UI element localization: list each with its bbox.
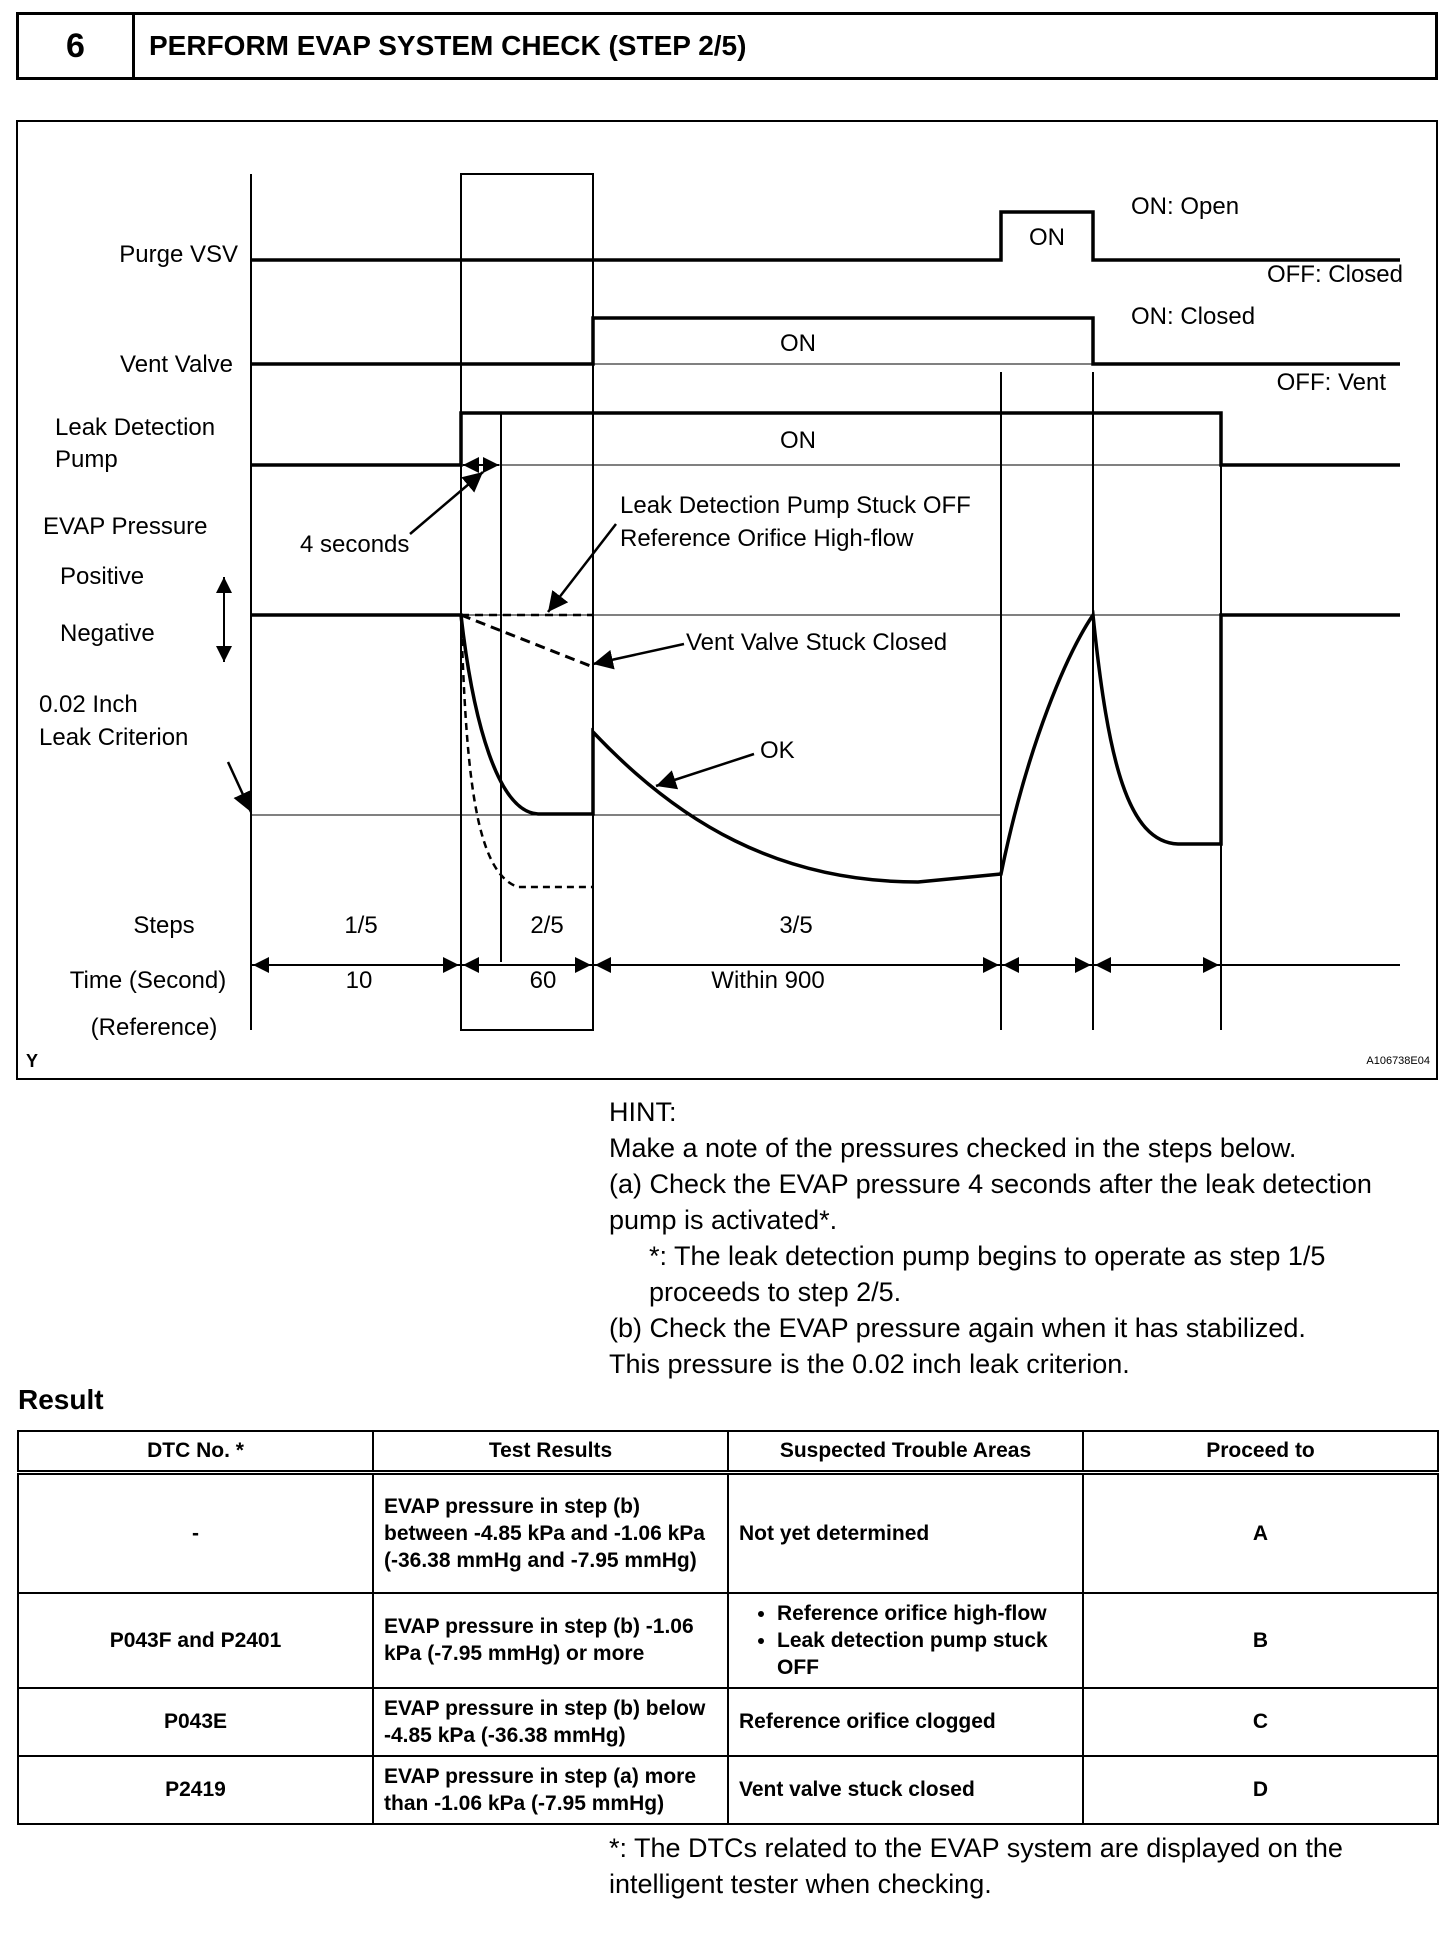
step-number: 6 (19, 15, 135, 77)
header-dtc: DTC No. * (18, 1431, 373, 1473)
test-cell: EVAP pressure in step (b) between -4.85 kPa and -1.06 kPa (-36.38 mmHg and -7.95 mmHg) (373, 1473, 728, 1593)
stuck-off-pointer (548, 524, 616, 612)
hint-line-5: This pressure is the 0.02 inch leak criterion. (609, 1349, 1130, 1379)
annot-on-closed: ON: Closed (1131, 303, 1256, 330)
area-item: • Reference orifice high-flow (777, 1600, 1072, 1627)
annot-off-closed: OFF: Closed (1266, 261, 1403, 288)
annot-stuck-off-2: Reference Orifice High-flow (620, 525, 914, 552)
label-negative: Negative (60, 620, 155, 647)
timing-diagram (16, 120, 1438, 1080)
proceed-cell: A (1083, 1473, 1438, 1593)
annot-pump-on: ON (780, 427, 816, 454)
table-header-row (18, 1431, 1438, 1473)
hint-title: HINT: (609, 1097, 677, 1127)
corner-letter: Y (26, 1051, 39, 1071)
test-cell: EVAP pressure in step (a) more than -1.06 kPa (-7.95 mmHg) (373, 1756, 728, 1824)
label-steps: Steps (133, 912, 195, 939)
hint-line-4: (b) Check the EVAP pressure again when it has stabilized. (609, 1313, 1306, 1343)
annot-four-seconds: 4 seconds (300, 531, 410, 558)
ok-pointer (656, 754, 754, 786)
figure-id: A106738E04 (1366, 1055, 1430, 1067)
hint-block (609, 1094, 1439, 1382)
criterion-pointer (228, 762, 251, 812)
step-header (16, 12, 1438, 80)
dtc-cell: P043F and P2401 (18, 1593, 373, 1688)
label-reference: (Reference) (90, 1014, 218, 1041)
label-leak-crit-1: 0.02 Inch (39, 691, 138, 718)
annot-ok: OK (760, 737, 795, 764)
areas-cell: Vent valve stuck closed (728, 1756, 1083, 1824)
annot-vent-stuck: Vent Valve Stuck Closed (686, 629, 948, 656)
proceed-cell: C (1083, 1688, 1438, 1756)
step-1-5: 1/5 (344, 912, 378, 939)
areas-cell: Not yet determined (728, 1473, 1083, 1593)
label-time: Time (Second) (69, 967, 227, 994)
table-row (18, 1756, 1438, 1824)
step-3-5: 3/5 (779, 912, 813, 939)
step-2-5: 2/5 (530, 912, 564, 939)
table-row (18, 1593, 1438, 1688)
vent-stuck-pointer (593, 644, 684, 664)
proceed-cell: D (1083, 1756, 1438, 1824)
table-row (18, 1688, 1438, 1756)
annot-vent-on: ON (780, 330, 816, 357)
clogged-curve (461, 615, 593, 887)
hint-line-3: *: The leak detection pump begins to operate as step 1/5 proceeds to step 2/5. (649, 1241, 1326, 1307)
test-cell: EVAP pressure in step (b) below -4.85 kPa (-36.38 mmHg) (373, 1688, 728, 1756)
header-trouble-areas: Suspected Trouble Areas (728, 1431, 1083, 1473)
annot-stuck-off-1: Leak Detection Pump Stuck OFF (620, 492, 971, 519)
time-60: 60 (529, 967, 557, 994)
label-purge-vsv: Purge VSV (119, 241, 238, 268)
result-table (17, 1430, 1439, 1825)
header-test-results: Test Results (373, 1431, 728, 1473)
result-label: Result (18, 1384, 104, 1415)
areas-cell (728, 1593, 1083, 1688)
dtc-cell: - (18, 1473, 373, 1593)
leak-pump-signal (251, 413, 1400, 465)
annot-purge-on: ON (1029, 224, 1065, 251)
label-evap-pressure: EVAP Pressure (43, 513, 208, 540)
proceed-cell: B (1083, 1593, 1438, 1688)
areas-cell: Reference orifice clogged (728, 1688, 1083, 1756)
step-title: PERFORM EVAP SYSTEM CHECK (STEP 2/5) (149, 30, 747, 61)
time-10: 10 (345, 967, 373, 994)
area-item: • Leak detection pump stuck OFF (777, 1627, 1072, 1681)
time-within-900: Within 900 (711, 967, 825, 994)
four-seconds-pointer (410, 472, 483, 534)
step-2-box (461, 174, 593, 1030)
label-vent-valve: Vent Valve (120, 351, 233, 378)
dtc-cell: P043E (18, 1688, 373, 1756)
vent-stuck-curve (461, 615, 593, 667)
label-leak-crit-2: Leak Criterion (39, 724, 189, 751)
dtc-cell: P2419 (18, 1756, 373, 1824)
hint-line-1: Make a note of the pressures checked in the steps below. (609, 1133, 1297, 1163)
label-positive: Positive (60, 563, 145, 590)
annot-off-vent: OFF: Vent (1276, 369, 1386, 396)
test-cell: EVAP pressure in step (b) -1.06 kPa (-7.95 mmHg) or more (373, 1593, 728, 1688)
label-leak-pump-1: Leak Detection (55, 414, 216, 441)
footnote: *: The DTCs related to the EVAP system are displayed on the intelligent tester when checking. (609, 1833, 1343, 1899)
table-row (18, 1473, 1438, 1593)
annot-on-open: ON: Open (1131, 193, 1240, 220)
header-proceed-to: Proceed to (1083, 1431, 1438, 1473)
vertical-lines (251, 174, 1221, 1030)
timing-diagram-svg (18, 122, 1438, 1080)
label-leak-pump-2: Pump (55, 446, 118, 473)
hint-line-2: (a) Check the EVAP pressure 4 seconds after the leak detection pump is activated*. (609, 1169, 1372, 1235)
